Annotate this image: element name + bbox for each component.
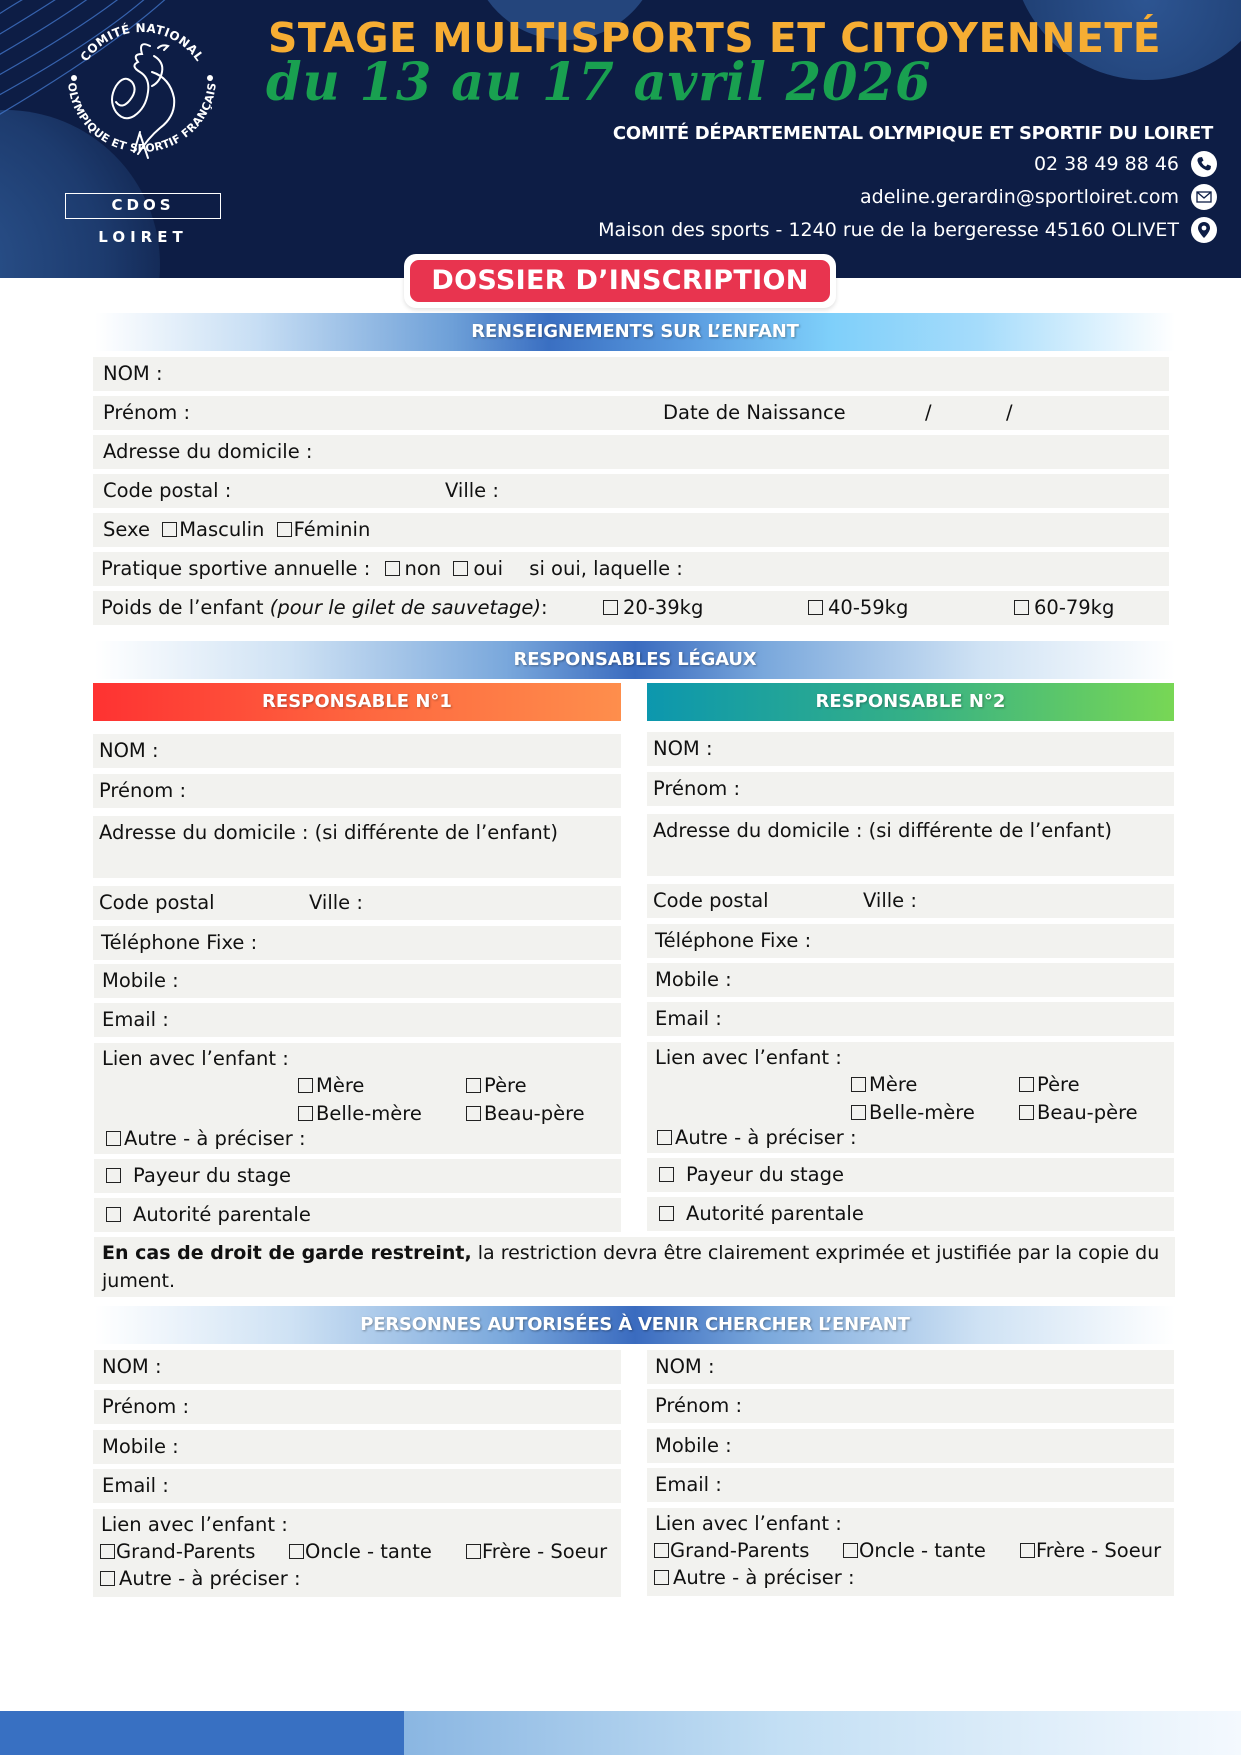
person2-firstname-field[interactable] [647,1389,1174,1423]
resp1-address-field[interactable] [93,816,621,878]
relation-option-belle-mere[interactable]: Belle-mère [298,1100,422,1128]
checkbox[interactable] [851,1105,866,1120]
relation-option-autre[interactable]: Autre - à préciser : [657,1124,857,1152]
sport-which-label: si oui, laquelle : [529,557,683,580]
field-label: NOM : [653,737,713,760]
resp1-authority-field[interactable] [94,1198,621,1232]
resp2-mobile-field[interactable] [647,963,1174,997]
checkbox[interactable] [289,1544,304,1559]
date-separator: / [1006,401,1013,424]
weight-option-40-59[interactable]: 40-59kg [808,591,908,625]
relation-option-oncle-tante[interactable]: Oncle - tante [843,1537,986,1564]
field-label: Poids de l’enfant [101,596,264,619]
child-address-field[interactable] [93,435,1169,469]
field-label: Payeur du stage [133,1164,292,1187]
relation-option-grand-parents[interactable]: Grand-Parents [654,1537,809,1564]
map-pin-icon [1191,217,1217,243]
relation-option-pere[interactable]: Père [466,1072,527,1100]
checkbox[interactable] [106,1131,121,1146]
checkbox[interactable] [654,1570,669,1585]
postal-address: Maison des sports - 1240 rue de la bergeresse 45160 OLIVET [598,219,1179,241]
responsable-1-header: RESPONSABLE N°1 [93,683,621,721]
field-label: NOM : [103,362,163,385]
field-label: Email : [655,1473,722,1496]
svg-text:OLYMPIQUE ET SPORTIF FRANÇAIS: OLYMPIQUE ET SPORTIF FRANÇAIS [65,81,219,156]
person1-email-field[interactable] [93,1469,621,1503]
checkbox[interactable] [466,1078,481,1093]
relation-option-mere[interactable]: Mère [851,1071,917,1099]
field-label: Lien avec l’enfant : [655,1046,842,1069]
field-label: NOM : [102,1355,162,1378]
contact-email [860,183,1217,211]
checkbox[interactable] [162,522,177,537]
relation-option-belle-mere[interactable]: Belle-mère [851,1099,975,1127]
resp2-payer-field[interactable] [647,1158,1174,1192]
relation-option-autre[interactable]: Autre - à préciser : [106,1125,306,1153]
checkbox[interactable] [1014,600,1029,615]
event-dates: du 13 au 17 avril 2026 [266,52,932,113]
child-firstname-field[interactable] [93,396,1169,430]
relation-option-autre[interactable]: Autre - à préciser : [100,1565,301,1592]
checkbox[interactable] [851,1077,866,1092]
date-separator: / [925,401,932,424]
field-label: Adresse du domicile : (si différente de l’enfant) [99,821,559,844]
city-label: Ville : [863,889,917,912]
checkbox[interactable] [1020,1543,1035,1558]
field-label: Prénom : [99,779,187,802]
cdos-label: CDOS [65,193,221,219]
person2-mobile-field[interactable] [647,1429,1174,1463]
responsable-2-header: RESPONSABLE N°2 [647,683,1174,721]
relation-option-beau-pere[interactable]: Beau-père [466,1100,585,1128]
field-label: Sexe [103,518,150,541]
section-header-enfant: RENSEIGNEMENTS SUR L’ENFANT [95,313,1175,351]
person2-email-field[interactable] [647,1468,1174,1502]
person2-relation-field [647,1508,1174,1596]
field-label: NOM : [99,739,159,762]
organization-name: COMITÉ DÉPARTEMENTAL OLYMPIQUE ET SPORTIF DU LOIRET [612,123,1213,144]
checkbox[interactable] [385,561,400,576]
contact-phone [1034,150,1217,178]
email-address[interactable]: adeline.gerardin@sportloiret.com [860,186,1179,208]
field-label: Email : [102,1474,169,1497]
dossier-title-frame [404,254,836,308]
field-label: Code postal : [103,479,232,502]
field-label: Prénom : [103,401,191,424]
field-label: Mobile : [102,969,179,992]
phone-icon [1191,151,1217,177]
resp2-postal-field[interactable] [647,884,1174,918]
checkbox[interactable] [659,1167,674,1182]
checkbox[interactable] [100,1544,115,1559]
cdos-logo [54,12,230,252]
custody-note-bold: En cas de droit de garde restreint, [102,1242,472,1264]
field-label: Lien avec l’enfant : [101,1513,288,1536]
field-label: Code postal [653,889,769,912]
field-label: Mobile : [655,1434,732,1457]
checkbox[interactable] [1019,1105,1034,1120]
custody-note [94,1237,1175,1297]
svg-text:COMITÉ NATIONAL: COMITÉ NATIONAL [77,20,207,65]
checkbox[interactable] [659,1206,674,1221]
resp2-address-field[interactable] [647,814,1174,876]
footer-band-dark [0,1711,412,1755]
person1-relation-field [93,1509,621,1597]
checkbox[interactable] [466,1544,481,1559]
resp1-firstname-field[interactable] [93,774,621,808]
field-label: Mobile : [655,968,732,991]
checkbox[interactable] [100,1571,115,1586]
field-label: Email : [102,1008,169,1031]
footer-band-light [404,1711,1241,1755]
resp2-authority-field[interactable] [647,1197,1174,1231]
section-header-responsables: RESPONSABLES LÉGAUX [95,641,1175,679]
resp1-postal-field[interactable] [93,886,621,920]
checkbox[interactable] [106,1207,121,1222]
checkbox[interactable] [453,561,468,576]
resp2-name-field[interactable] [647,732,1174,766]
relation-option-beau-pere[interactable]: Beau-père [1019,1099,1138,1127]
person1-firstname-field[interactable] [94,1390,621,1424]
resp1-phone-field[interactable] [93,926,621,960]
phone-number[interactable]: 02 38 49 88 46 [1033,153,1179,175]
resp1-email-field[interactable] [94,1003,621,1037]
field-label: Prénom : [655,1394,743,1417]
section-header-personnes: PERSONNES AUTORISÉES À VENIR CHERCHER L’ENFANT [95,1306,1175,1344]
checkbox[interactable] [106,1168,121,1183]
rooster-icon [54,12,230,192]
sex-option-male[interactable]: Masculin [156,518,264,541]
city-label: Ville : [445,479,499,502]
checkbox[interactable] [654,1543,669,1558]
checkbox[interactable] [603,600,618,615]
sport-option-non[interactable]: non [377,557,442,580]
sex-option-female[interactable]: Féminin [271,518,371,541]
field-label: Code postal [99,891,215,914]
checkbox[interactable] [1019,1077,1034,1092]
contact-address [598,216,1217,244]
header-banner [0,0,1241,278]
resp1-mobile-field[interactable] [94,964,621,998]
city-label: Ville : [309,891,363,914]
relation-option-frere-soeur[interactable]: Frère - Soeur [1020,1537,1161,1564]
field-label: Téléphone Fixe : [655,929,812,952]
field-label: Email : [655,1007,722,1030]
resp2-relation-field [647,1042,1174,1153]
checkbox[interactable] [808,600,823,615]
resp1-name-field[interactable] [93,734,621,768]
envelope-icon [1191,184,1217,210]
child-name-field[interactable] [93,357,1169,391]
resp1-payer-field[interactable] [94,1159,621,1193]
relation-option-pere[interactable]: Père [1019,1071,1080,1099]
field-label: Lien avec l’enfant : [655,1512,842,1535]
page-title: STAGE MULTISPORTS ET CITOYENNETÉ [268,14,1162,62]
field-label: Adresse du domicile : (si différente de l’enfant) [653,819,1113,842]
child-sport-field [93,552,1169,586]
custody-note-text: la restriction devra être clairement exprimée et justifiée par la copie du jument. [102,1242,1160,1292]
child-postal-field[interactable] [93,474,1169,508]
birthdate-label: Date de Naissance [663,401,846,424]
field-label: Adresse du domicile : [103,440,313,463]
loiret-label: LOIRET [98,228,188,246]
weight-option-60-79[interactable]: 60-79kg [1014,591,1114,625]
resp2-phone-field[interactable] [647,924,1174,958]
field-label: NOM : [655,1355,715,1378]
resp2-firstname-field[interactable] [647,772,1174,806]
person1-name-field[interactable] [94,1350,621,1384]
checkbox[interactable] [466,1106,481,1121]
relation-option-frere-soeur[interactable]: Frère - Soeur [466,1538,607,1565]
checkbox[interactable] [298,1078,313,1093]
person1-mobile-field[interactable] [93,1430,621,1464]
person2-name-field[interactable] [647,1350,1174,1384]
child-sex-field [93,513,1169,547]
sport-option-oui[interactable]: oui [447,557,503,580]
field-label: Téléphone Fixe : [101,931,258,954]
field-label: Prénom : [102,1395,190,1418]
weight-note: (pour le gilet de sauvetage) [269,596,542,619]
field-label: Mobile : [102,1435,179,1458]
relation-option-mere[interactable]: Mère [298,1072,364,1100]
field-label: Pratique sportive annuelle : [101,557,371,580]
field-label: Autorité parentale [686,1202,864,1225]
field-label: Autorité parentale [133,1203,311,1226]
child-weight-field: Poids de l’enfant (pour le gilet de sauvetage): 20-39kg 40-59kg 60-79kg [93,591,1169,625]
relation-option-oncle-tante[interactable]: Oncle - tante [289,1538,432,1565]
field-label: Prénom : [653,777,741,800]
checkbox[interactable] [843,1543,858,1558]
field-label: Payeur du stage [686,1163,845,1186]
checkbox[interactable] [657,1130,672,1145]
checkbox[interactable] [277,522,292,537]
dossier-title: DOSSIER D’INSCRIPTION [410,260,830,302]
weight-option-20-39[interactable]: 20-39kg [603,591,703,625]
relation-option-grand-parents[interactable]: Grand-Parents [100,1538,255,1565]
resp2-email-field[interactable] [647,1002,1174,1036]
relation-option-autre[interactable]: Autre - à préciser : [654,1564,855,1591]
field-label: Lien avec l’enfant : [102,1047,289,1070]
checkbox[interactable] [298,1106,313,1121]
resp1-relation-field [94,1043,621,1154]
